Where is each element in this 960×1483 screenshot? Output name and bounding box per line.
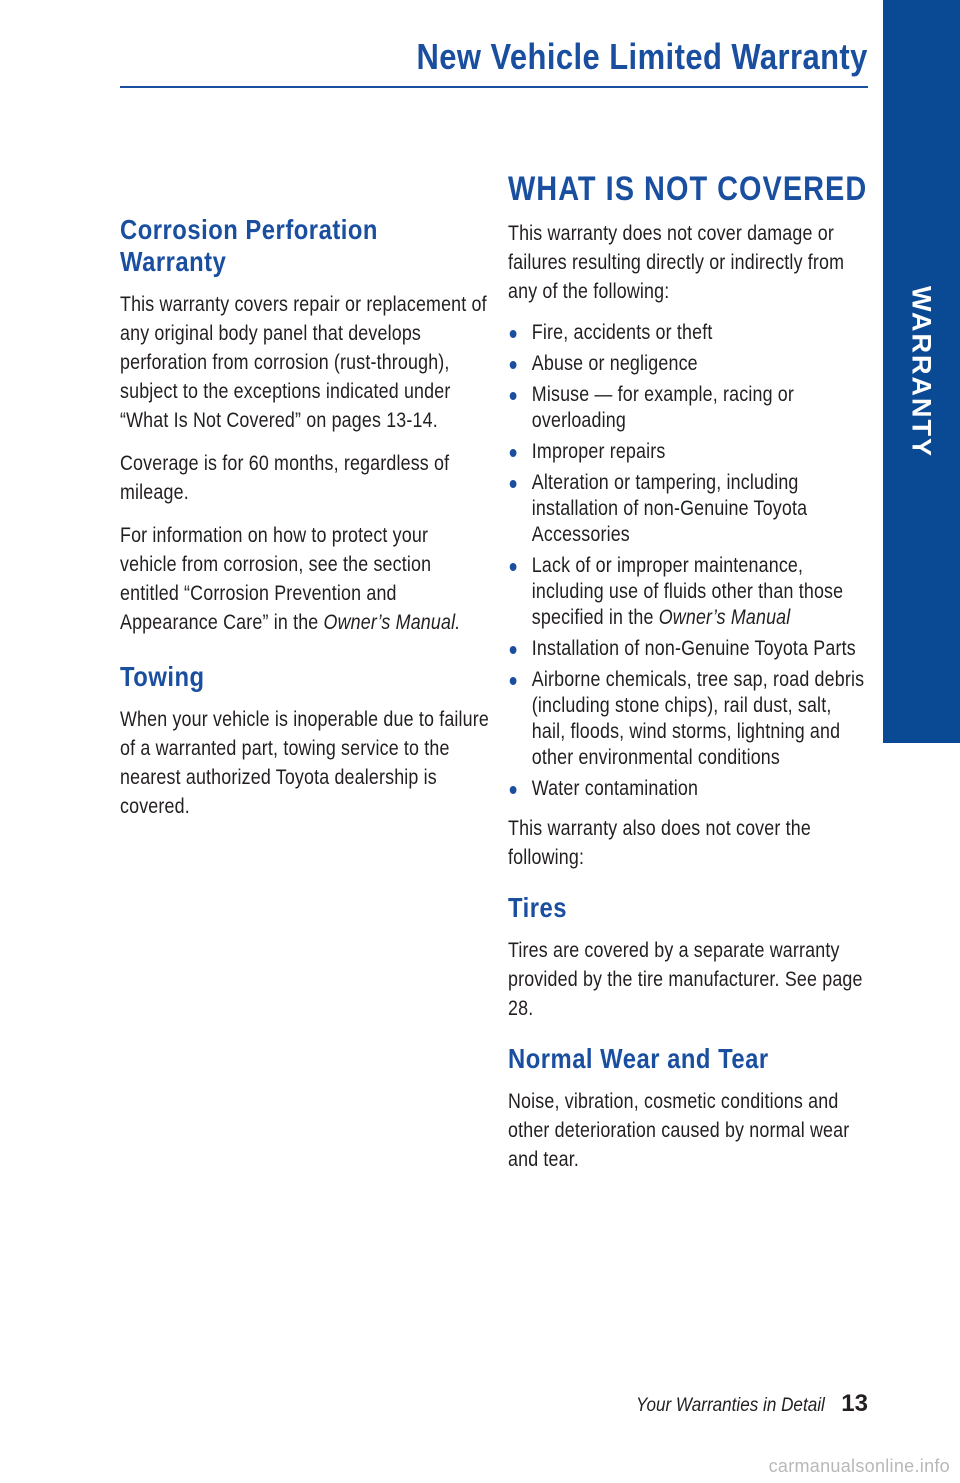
list-item: Lack of or improper maintenance, including use of fluids other than those specified in the Owner’s Manual: [508, 553, 868, 631]
bullet-icon: [510, 677, 517, 685]
list-item: Water contamination: [508, 776, 868, 802]
bullet-icon: [510, 646, 517, 654]
wear-heading: Normal Wear and Tear: [508, 1043, 769, 1074]
corrosion-heading: Corrosion Perforation Warranty: [120, 214, 378, 277]
not-covered-heading: WHAT IS NOT COVERED: [508, 170, 868, 208]
not-covered-intro: This warranty does not cover damage or failures resulting directly or indirectly from any of the following:: [508, 222, 845, 303]
page-number: 13: [841, 1390, 868, 1417]
corrosion-paragraph-3-text: For information on how to protect your vehicle from corrosion, see the section entitled “Corrosion Prevention and Appearance Care” in the: [120, 524, 432, 634]
left-column: [120, 214, 490, 835]
bullet-icon: [510, 786, 517, 794]
bullet-icon: [510, 361, 517, 369]
bullet-icon: [510, 480, 517, 488]
tires-heading: Tires: [508, 892, 568, 923]
not-covered-list: [508, 320, 868, 802]
corrosion-paragraph-1: This warranty covers repair or replacement of any original body panel that develops perforation from corrosion (rust-through), subject to the exceptions indicated under “What Is Not Covered” on pages 13-14.: [120, 293, 487, 432]
list-item: Abuse or negligence: [508, 351, 868, 377]
list-item: Improper repairs: [508, 439, 868, 465]
page-footer: [615, 1390, 868, 1418]
section-tab-label: WARRANTY: [906, 286, 937, 458]
bullet-icon: [510, 563, 517, 571]
list-item: Alteration or tampering, including installation of non-Genuine Toyota Accessories: [508, 470, 868, 548]
list-item: Misuse — for example, racing or overloading: [508, 382, 868, 434]
list-item: Airborne chemicals, tree sap, road debris (including stone chips), rail dust, salt, hail, floods, wind storms, lightning and other environmental conditions: [508, 667, 868, 771]
list-item: Fire, accidents or theft: [508, 320, 868, 346]
footer-section-title: Your Warranties in Detail: [636, 1395, 825, 1416]
header-divider: [120, 86, 868, 88]
right-column: [508, 170, 868, 1188]
corrosion-paragraph-2: Coverage is for 60 months, regardless of mileage.: [120, 452, 450, 504]
bullet-icon: [510, 330, 517, 338]
wear-paragraph: Noise, vibration, cosmetic conditions and other deterioration caused by normal wear and tear.: [508, 1090, 850, 1171]
towing-heading: Towing: [120, 661, 205, 692]
page-title: New Vehicle Limited Warranty: [416, 36, 868, 77]
list-item: Installation of non-Genuine Toyota Parts: [508, 636, 868, 662]
watermark: carmanualsonline.info: [768, 1456, 950, 1476]
also-not-covered: This warranty also does not cover the following:: [508, 817, 811, 869]
bullet-icon: [510, 449, 517, 457]
owners-manual-reference: Owner’s Manual.: [323, 611, 461, 634]
bullet-icon: [510, 392, 517, 400]
towing-paragraph: When your vehicle is inoperable due to failure of a warranted part, towing service to the nearest authorized Toyota dealership is covered.: [120, 708, 490, 818]
corrosion-paragraph-3: [120, 521, 490, 637]
tires-paragraph: Tires are covered by a separate warranty provided by the tire manufacturer. See page 28.: [508, 939, 863, 1020]
owners-manual-reference: Owner’s Manual: [658, 606, 791, 629]
